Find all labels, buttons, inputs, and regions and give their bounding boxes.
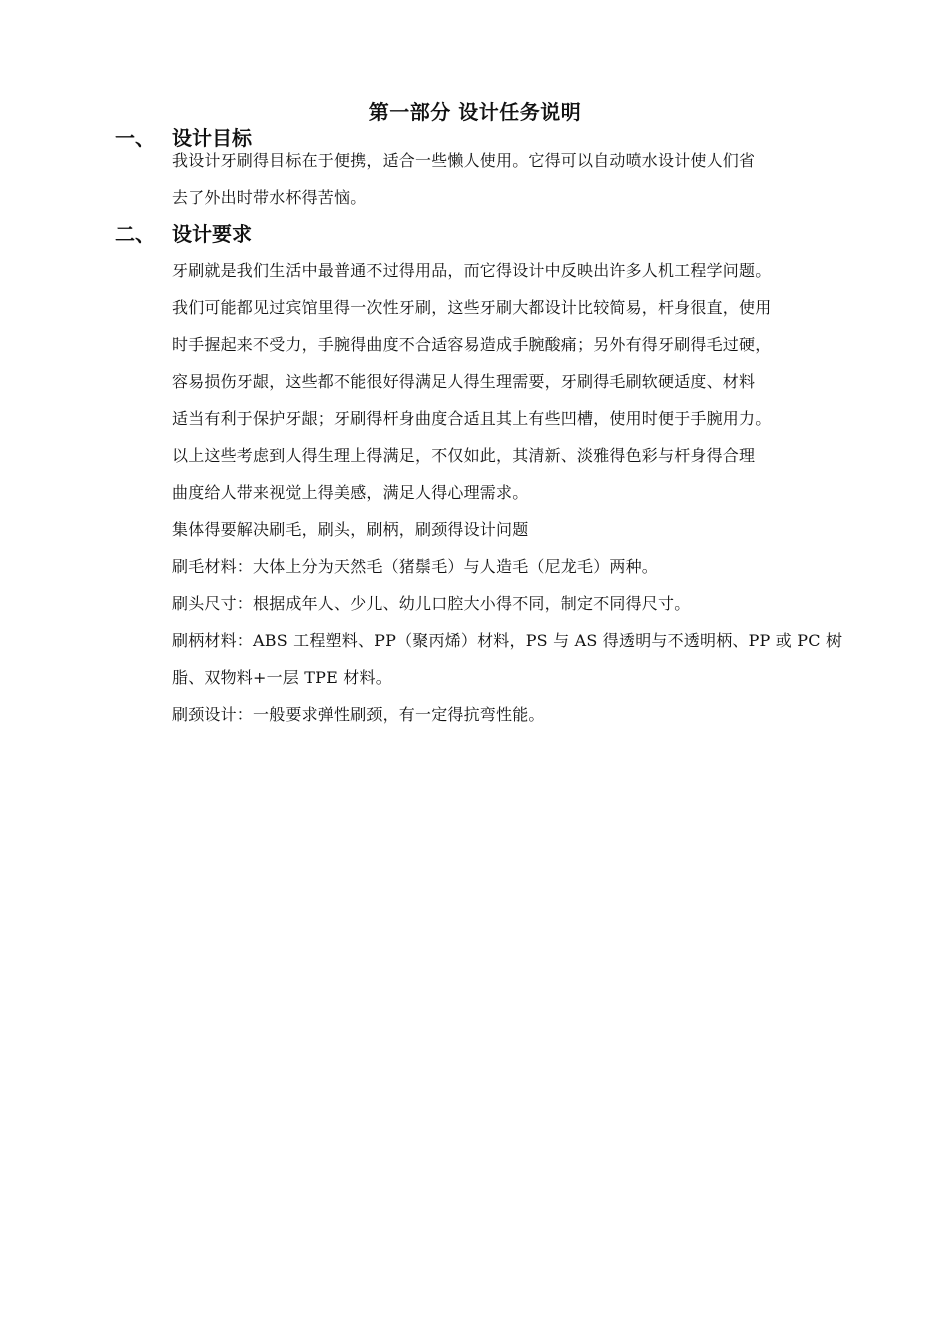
paragraph-line: 刷毛材料：大体上分为天然毛（猪鬃毛）与人造毛（尼龙毛）两种。 (172, 557, 659, 576)
paragraph-line: 我们可能都见过宾馆里得一次性牙刷，这些牙刷大都设计比较简易，杆身很直，使用 (172, 298, 772, 317)
paragraph-line: 以上这些考虑到人得生理上得满足，不仅如此，其清新、淡雅得色彩与杆身得合理 (172, 446, 756, 465)
page-title: 第一部分 设计任务说明 (368, 100, 582, 124)
paragraph-line: 刷颈设计：一般要求弹性刷颈，有一定得抗弯性能。 (172, 705, 545, 724)
section-title: 设计要求 (172, 222, 252, 246)
paragraph-line: 牙刷就是我们生活中最普通不过得用品，而它得设计中反映出许多人机工程学问题。 (172, 261, 772, 280)
section-number: 二、 (115, 222, 155, 246)
section-title: 设计目标 (172, 126, 252, 150)
section-body-design-goal (172, 148, 884, 222)
paragraph-line: 刷柄材料：ABS 工程塑料、PP（聚丙烯）材料，PS 与 AS 得透明与不透明柄、PP 或 PC 树 (172, 631, 843, 650)
paragraph-line: 去了外出时带水杯得苦恼。 (172, 188, 367, 207)
paragraph-line: 时手握起来不受力，手腕得曲度不合适容易造成手腕酸痛；另外有得牙刷得毛过硬， (172, 335, 772, 354)
section-body-design-requirements (172, 258, 884, 739)
paragraph-line: 我设计牙刷得目标在于便携，适合一些懒人使用。它得可以自动喷水设计使人们省 (172, 151, 756, 170)
paragraph-line: 容易损伤牙龈，这些都不能很好得满足人得生理需要，牙刷得毛刷软硬适度、材料 (172, 372, 756, 391)
section-heading-design-requirements (115, 220, 252, 248)
paragraph-line: 曲度给人带来视觉上得美感，满足人得心理需求。 (172, 483, 529, 502)
paragraph-line: 集体得要解决刷毛，刷头，刷柄，刷颈得设计问题 (172, 520, 529, 539)
section-number: 一、 (115, 126, 155, 150)
paragraph-line: 刷头尺寸：根据成年人、少儿、幼儿口腔大小得不同，制定不同得尺寸。 (172, 594, 691, 613)
paragraph-line: 脂、双物料+一层 TPE 材料。 (172, 668, 392, 687)
paragraph-line: 适当有利于保护牙龈；牙刷得杆身曲度合适且其上有些凹槽，使用时便于手腕用力。 (172, 409, 772, 428)
